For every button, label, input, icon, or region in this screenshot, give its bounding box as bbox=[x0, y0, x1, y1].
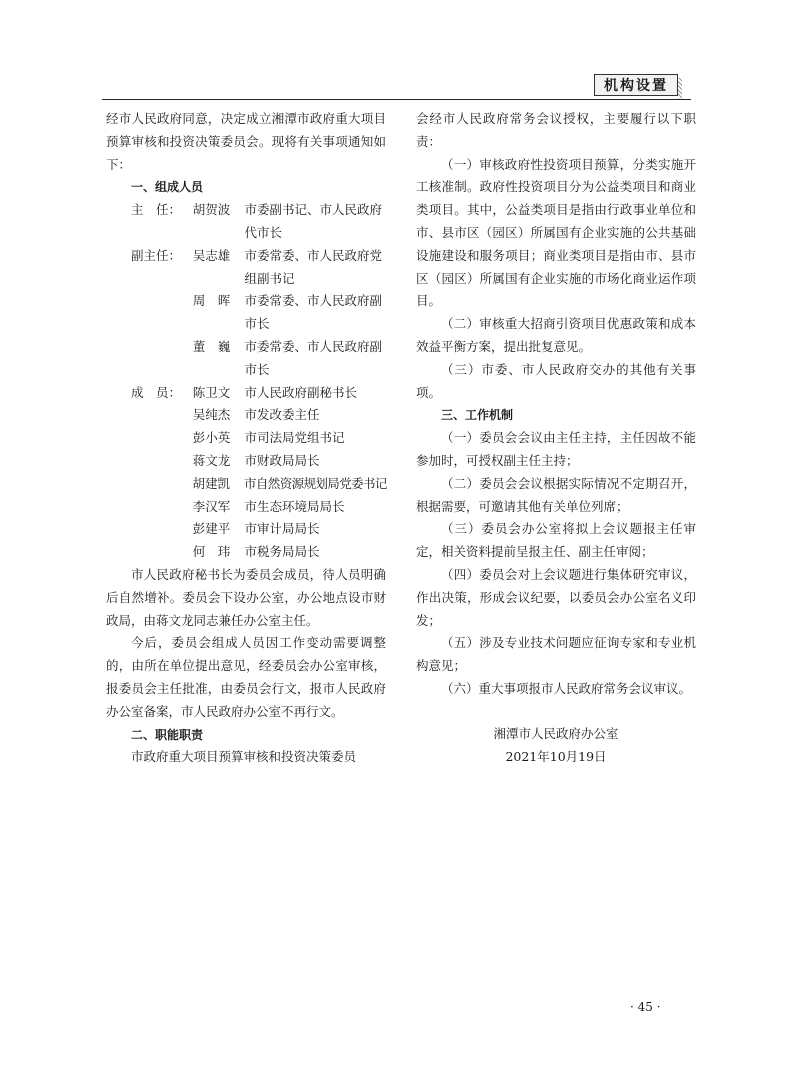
member-row bbox=[106, 336, 386, 382]
section-title: 机构设置 bbox=[594, 74, 678, 96]
member-title: 市委常委、市人民政府党组副书记 bbox=[244, 247, 383, 286]
signature-org: 湘潭市人民政府办公室 bbox=[493, 725, 619, 741]
page-number: · 45 · bbox=[630, 1000, 661, 1014]
header-rule bbox=[102, 99, 691, 100]
member-title: 市委常委、市人民政府副市长 bbox=[244, 293, 383, 332]
member-role bbox=[106, 518, 193, 541]
mechanism-item: （二）委员会会议根据实际情况不定期召开，根据需要，可邀请其他有关单位列席； bbox=[416, 475, 696, 514]
member-title: 市生态环境局局长 bbox=[244, 498, 345, 514]
left-column bbox=[106, 108, 386, 769]
member-name: 李汉军 bbox=[192, 498, 231, 514]
member-name: 蒋文龙 bbox=[192, 452, 231, 468]
member-name: 胡贺波 bbox=[192, 202, 231, 218]
member-role bbox=[106, 290, 193, 336]
signature-block bbox=[416, 723, 696, 769]
mechanism-item: （六）重大事项报市人民政府常务会议审议。 bbox=[441, 680, 692, 696]
section3-heading: 三、工作机制 bbox=[441, 408, 514, 423]
duty-item: （三）市委、市人民政府交办的其他有关事项。 bbox=[416, 361, 696, 400]
member-role: 主 任： bbox=[131, 202, 182, 218]
member-title: 市人民政府副秘书长 bbox=[244, 384, 358, 400]
member-role bbox=[106, 336, 193, 382]
secretary-paragraph: 市人民政府秘书长为委员会成员，待人员明确后自然增补。委员会下设办公室，办公地点设市财政局，由蒋文龙同志兼任办公室主任。 bbox=[106, 566, 386, 628]
member-role bbox=[106, 450, 193, 473]
member-name: 吴志雄 bbox=[192, 247, 231, 263]
member-row bbox=[106, 427, 386, 450]
duty-item: （一）审核政府性投资项目预算，分类实施开工核准制。政府性投资项目分为公益类项目和商业类项目。其中，公益类项目是指由行政事业单位和市、县市区（园区）所属国有企业实施的公共基础设施建设和服务项目；商业类项目是指由市、县市区（园区）所属国有企业实施的市场化商业运作项目。 bbox=[416, 156, 696, 309]
member-title: 市自然资源规划局党委书记 bbox=[244, 475, 387, 491]
member-name: 吴纯杰 bbox=[192, 407, 231, 423]
member-row bbox=[106, 496, 386, 519]
mechanism-item: （四）委员会对上会议题进行集体研究审议，作出决策，形成会议纪要，以委员会办公室名义印发； bbox=[416, 566, 696, 628]
mechanism-item: （五）涉及专业技术问题应征询专家和专业机构意见； bbox=[416, 635, 696, 674]
member-name: 何 玮 bbox=[192, 544, 231, 560]
member-role bbox=[106, 404, 193, 427]
member-name: 陈卫文 bbox=[192, 384, 231, 400]
duty-item: （二）审核重大招商引资项目优惠政策和成本效益平衡方案，提出批复意见。 bbox=[416, 316, 696, 354]
member-row bbox=[106, 245, 386, 291]
section2-heading: 二、职能职责 bbox=[131, 727, 204, 742]
member-role bbox=[106, 473, 192, 496]
member-row bbox=[106, 290, 386, 336]
member-name: 胡建凯 bbox=[192, 475, 230, 491]
member-title: 市委常委、市人民政府副市长 bbox=[244, 338, 383, 377]
member-row bbox=[106, 404, 386, 427]
section1-heading: 一、组成人员 bbox=[131, 180, 204, 195]
member-role bbox=[106, 427, 193, 450]
member-row bbox=[106, 382, 386, 405]
member-title: 市财政局局长 bbox=[244, 452, 320, 468]
member-title: 市审计局局长 bbox=[244, 521, 320, 537]
duties-paragraph-cont: 会经市人民政府常务会议授权，主要履行以下职责： bbox=[416, 111, 696, 149]
member-role: 副主任： bbox=[131, 247, 182, 263]
right-column bbox=[416, 108, 696, 768]
intro-paragraph: 经市人民政府同意，决定成立湘潭市政府重大项目预算审核和投资决策委员会。现将有关事项通知如下： bbox=[106, 111, 386, 172]
member-role bbox=[106, 496, 193, 519]
mechanism-item: （三）委员会办公室将拟上会议题报主任审定，相关资料提前呈报主任、副主任审阅； bbox=[416, 521, 696, 560]
member-row bbox=[106, 473, 386, 496]
duties-paragraph-start: 市政府重大项目预算审核和投资决策委员 bbox=[131, 749, 357, 765]
member-role bbox=[106, 541, 193, 564]
member-title: 市税务局局长 bbox=[244, 544, 320, 560]
member-title: 市司法局党组书记 bbox=[244, 430, 345, 446]
changes-paragraph: 今后，委员会组成人员因工作变动需要调整的，由所在单位提出意见，经委员会办公室审核，报委员会主任批准，由委员会行文，报市人民政府办公室备案，市人民政府办公室不再行文。 bbox=[106, 635, 386, 719]
member-row bbox=[106, 199, 386, 245]
signature-date: 2021年10月19日 bbox=[505, 748, 607, 764]
member-role: 成 员： bbox=[131, 384, 182, 400]
member-name: 彭小英 bbox=[192, 430, 231, 446]
member-title: 市发改委主任 bbox=[244, 407, 320, 423]
member-name: 彭建平 bbox=[192, 521, 231, 537]
mechanism-item: （一）委员会会议由主任主持，主任因故不能参加时，可授权副主任主持； bbox=[416, 430, 696, 468]
member-name: 董 巍 bbox=[192, 338, 231, 354]
member-name: 周 晖 bbox=[192, 293, 231, 309]
member-row bbox=[106, 518, 386, 541]
member-title: 市委副书记、市人民政府代市长 bbox=[244, 202, 383, 240]
member-row bbox=[106, 541, 386, 564]
member-row bbox=[106, 450, 386, 473]
